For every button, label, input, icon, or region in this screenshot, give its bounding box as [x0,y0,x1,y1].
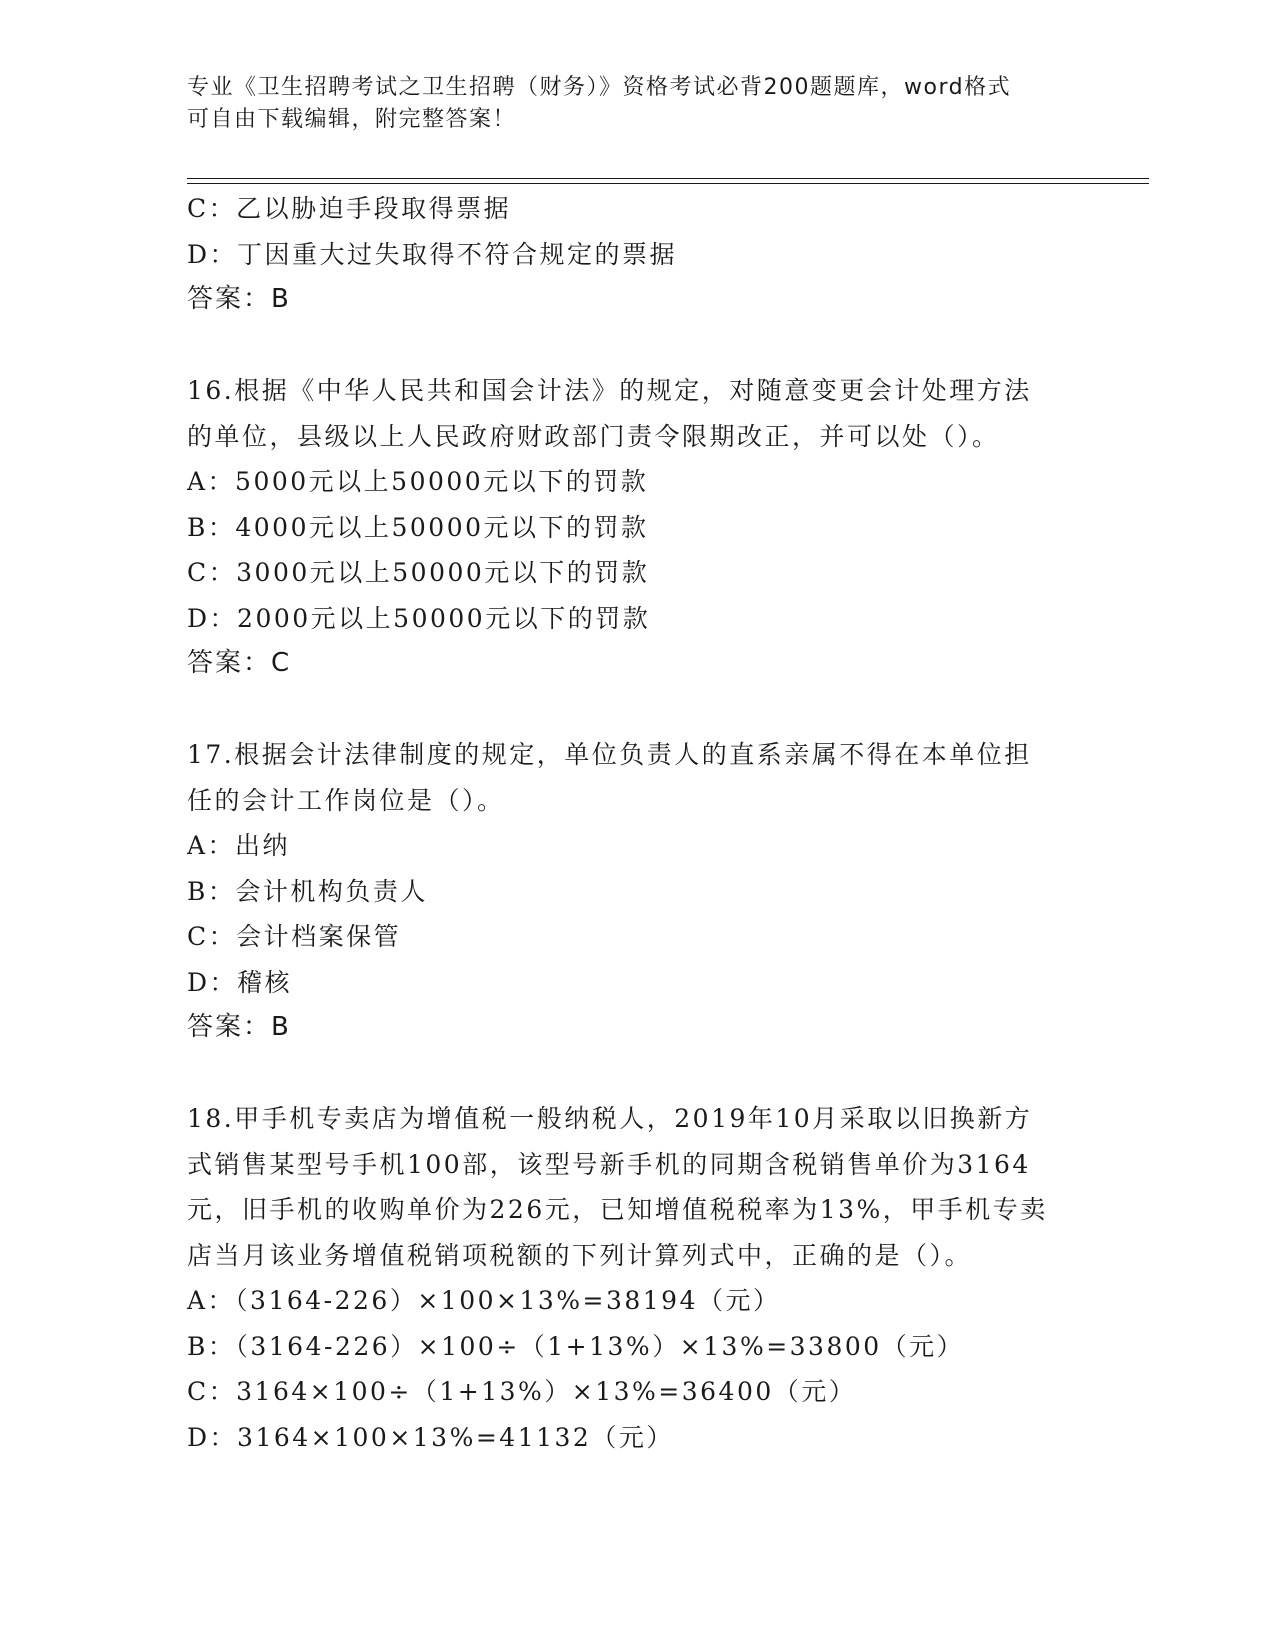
question-16-stem-line-2: 的单位，县级以上人民政府财政部门责令限期改正，并可以处（）。 [187,421,1000,451]
question-15-option-d: D：丁因重大过失取得不符合规定的票据 [187,239,678,269]
question-18-option-c: C：3164×100÷（1+13%）×13%=36400（元） [187,1377,857,1406]
header-divider-bottom [187,183,1149,184]
spacer [187,1051,1087,1097]
header-title-line-2: 可自由下载编辑，附完整答案！ [187,107,517,132]
spacer [187,687,1087,733]
header-title-line-1: 专业《卫生招聘考试之卫生招聘（财务）》资格考试必背200题题库，word格式 [187,75,1012,100]
question-16-option-a: A：5000元以上50000元以下的罚款 [187,467,649,496]
question-17-stem-line-1: 17.根据会计法律制度的规定，单位负责人的直系亲属不得在本单位担 [187,740,1032,769]
question-18-option-d: D：3164×100×13%=41132（元） [187,1422,674,1452]
question-18-option-a: A：（3164-226）×100×13%=38194（元） [187,1286,781,1315]
question-17-stem-line-2: 任的会计工作岗位是（）。 [187,785,505,815]
question-16-option-b: B：4000元以上50000元以下的罚款 [187,512,649,542]
question-18-stem-line-1: 18.甲手机专卖店为增值税一般纳税人，2019年10月采取以旧换新方 [187,1104,1033,1133]
document-header [187,72,1087,136]
question-18-option-b: B：（3164-226）×100÷（1+13%）×13%=33800（元） [187,1331,965,1361]
question-16 [187,368,1087,687]
question-16-option-c: C：3000元以上50000元以下的罚款 [187,558,650,587]
question-16-option-d: D：2000元以上50000元以下的罚款 [187,603,651,633]
question-15-answer: 答案：B [187,284,291,314]
question-17-answer: 答案：B [187,1012,291,1042]
question-18-stem-line-4: 店当月该业务增值税销项税额的下列计算列式中，正确的是（）。 [187,1240,973,1270]
question-17-option-a: A：出纳 [187,831,291,860]
header-divider-top [187,178,1149,179]
question-16-stem-line-1: 16.根据《中华人民共和国会计法》的规定，对随意变更会计处理方法 [187,376,1032,405]
document-body [187,186,1087,1460]
question-16-answer: 答案：C [187,648,292,678]
question-18 [187,1096,1087,1460]
question-17-option-d: D：稽核 [187,967,293,997]
spacer [187,323,1087,369]
question-15-option-c: C：乙以胁迫手段取得票据 [187,194,512,223]
question-17-option-c: C：会计档案保管 [187,922,402,951]
question-18-stem-line-3: 元，旧手机的收购单价为226元，已知增值税税率为13%，甲手机专卖 [187,1195,1048,1224]
question-17-option-b: B：会计机构负责人 [187,876,428,906]
question-18-stem-line-2: 式销售某型号手机100部，该型号新手机的同期含税销售单价为3164 [187,1149,1031,1179]
question-15-tail [187,186,1087,323]
question-17 [187,732,1087,1051]
